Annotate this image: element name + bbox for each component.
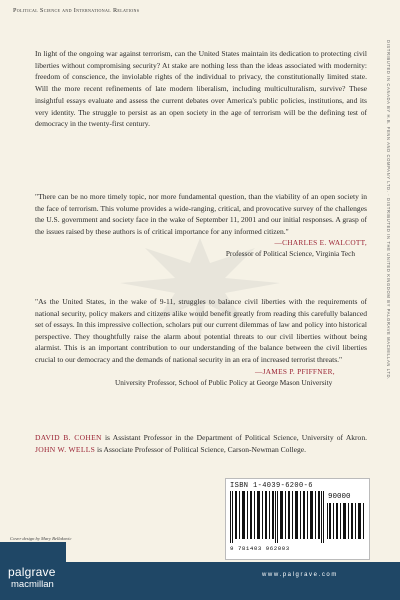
ean-number: 9 781403 962003 — [230, 545, 290, 552]
spine-distribution-text: DISTRIBUTED IN CANADA BY H.B. FENN AND COMPANY LTD. · DISTRIBUTED IN THE UNITED KINGDOM BY PALGRAVE MACMILLAN LTD. — [386, 40, 391, 380]
author-1-name: DAVID B. COHEN — [35, 433, 102, 442]
ean-barcode-icon — [230, 491, 324, 543]
endorsement-quote-1 — [35, 191, 367, 259]
author-2-name: JOHN W. WELLS — [35, 444, 96, 454]
publisher-logo-line1: palgrave — [8, 565, 56, 579]
author-1-bio: is Assistant Professor in the Department of Political Science, University of Akron. — [101, 433, 367, 442]
category-label: Political Science and International Relations — [13, 7, 140, 14]
isbn-label: ISBN 1-4039-6200-6 — [230, 482, 313, 490]
quote-2-text: "As the United States, in the wake of 9-11, struggles to balance civil liberties with the requirements of national security, policy makers and citizens alike would benefit greatly from reading this carefully balanced set of essays. In this impressive collection, scholars put our current dilemmas of law and policy into historical perspective. They thoughtfully raise the alarm about potential threats to our civil liberties without being alarmist. This is an important contribution to our understanding of the balance between the civil liberties crucial to our democracy and the demands of national security in an era of increased terrorist threats." — [35, 297, 367, 364]
quote-2-author-title: University Professor, School of Public Policy at George Mason University — [115, 377, 333, 387]
price-code: 90000 — [328, 493, 351, 501]
author-bios — [35, 432, 367, 455]
quote-1-text: "There can be no more timely topic, nor more fundamental question, than the viability of an open society in the face of terrorism. This volume provides a wide-ranging, critical, and provocative survey of the challenges the U.S. government and society face in the wake of September 11, 2001 and our initial responses. A grasp of the issues raised by these authors is of critical importance for any informed citizen." — [35, 192, 367, 236]
quote-1-author-title: Professor of Political Science, Virginia Tech — [225, 249, 355, 259]
publisher-logo-line2: macmillan — [11, 579, 54, 590]
author-2-bio: is Associate Professor of Political Science, Carson-Newman College. — [95, 444, 307, 454]
cover-design-credit: Cover design by Mary Bellakovic — [10, 536, 72, 541]
barcode-panel — [225, 478, 370, 560]
quote-2-author: —JAMES P. PFIFFNER, — [255, 366, 335, 376]
publisher-website: www.palgrave.com — [262, 572, 338, 578]
book-description: In light of the ongoing war against terrorism, can the United States maintain its dedication to protecting civil liberties without compromising security? At stake are nothing less than the ideas associated with modernity: freedom of conscience, the inviolable rights of the individual to privacy, the constitutionally limited state. Will the more recent refinements of late modern liberalism, including multiculturalism, survive? These insightful essays evaluate and assess the current debates over America's public policies, institutions, and its very identity. The struggle to persist as an open society in the age of terrorism will be the defining test of democracy in the twenty-first century. — [35, 49, 367, 129]
publisher-logo — [0, 542, 66, 600]
quote-1-author: —CHARLES E. WALCOTT, — [274, 238, 367, 248]
endorsement-quote-2 — [35, 296, 367, 388]
addon-barcode-icon — [327, 503, 365, 539]
